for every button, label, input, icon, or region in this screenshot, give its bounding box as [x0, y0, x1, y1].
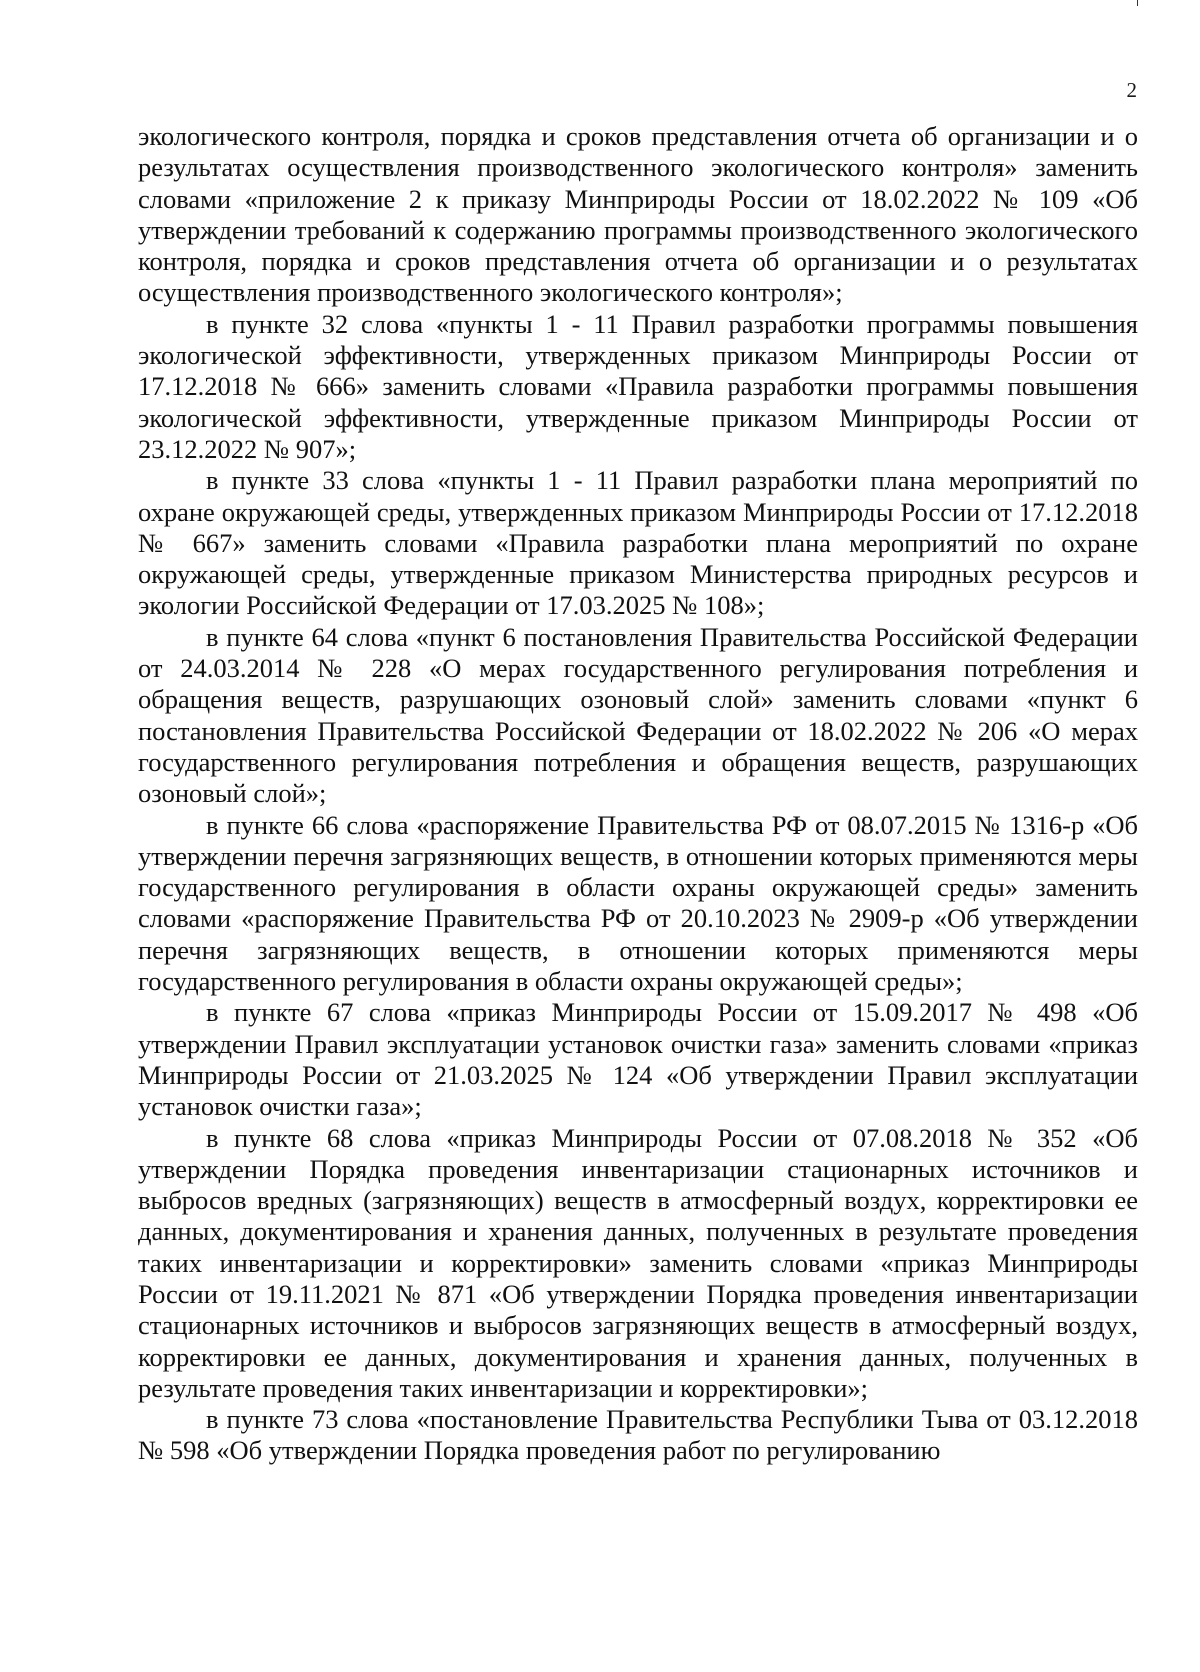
scan-edge-mark: [1137, 0, 1138, 6]
paragraph-item-67: в пункте 67 слова «приказ Минприроды России от 15.09.2017 № 498 «Об утверждении Правил эксплуатации установок очистки газа» заменить словами «приказ Минприроды России от 21.03.2025 № 124 «Об утверждении Правил эксплуатации установок очистки газа»;: [138, 997, 1138, 1122]
paragraph-item-33: в пункте 33 слова «пункты 1 - 11 Правил разработки плана мероприятий по охране окружающей среды, утвержденных приказом Минприроды России от 17.12.2018 № 667» заменить словами «Правила разработки плана мероприятий по охране окружающей среды, утвержденные приказом Министерства природных ресурсов и экологии Российской Федерации от 17.03.2025 № 108»;: [138, 465, 1138, 621]
page-number: 2: [1126, 78, 1137, 102]
paragraph-item-32: в пункте 32 слова «пункты 1 - 11 Правил разработки программы повышения экологической эффективности, утвержденных приказом Минприроды России от 17.12.2018 № 666» заменить словами «Правила разработки программы повышения экологической эффективности, утвержденные приказом Минприроды России от 23.12.2022 № 907»;: [138, 308, 1138, 464]
document-body: [138, 121, 1138, 1467]
paragraph-item-73: в пункте 73 слова «постановление Правительства Республики Тыва от 03.12.2018 № 598 «Об утверждении Порядка проведения работ по регулированию: [138, 1404, 1138, 1466]
paragraph-continuation: экологического контроля, порядка и сроков представления отчета об организации и о результатах осуществления производственного экологического контроля» заменить словами «приложение 2 к приказу Минприроды России от 18.02.2022 № 109 «Об утверждении требований к содержанию программы производственного экологического контроля, порядка и сроков представления отчета об организации и о результатах осуществления производственного экологического контроля»;: [138, 121, 1138, 308]
paragraph-item-64: в пункте 64 слова «пункт 6 постановления Правительства Российской Федерации от 24.03.2014 № 228 «О мерах государственного регулирования потребления и обращения веществ, разрушающих озоновый слой» заменить словами «пункт 6 постановления Правительства Российской Федерации от 18.02.2022 № 206 «О мерах государственного регулирования потребления и обращения веществ, разрушающих озоновый слой»;: [138, 621, 1138, 809]
paragraph-item-68: в пункте 68 слова «приказ Минприроды России от 07.08.2018 № 352 «Об утверждении Порядка проведения инвентаризации стационарных источников и выбросов вредных (загрязняющих) веществ в атмосферный воздух, корректировки ее данных, документирования и хранения данных, полученных в результате проведения таких инвентаризации и корректировки» заменить словами «приказ Минприроды России от 19.11.2021 № 871 «Об утверждении Порядка проведения инвентаризации стационарных источников и выбросов загрязняющих веществ в атмосферный воздух, корректировки ее данных, документирования и хранения данных, полученных в результате проведения таких инвентаризации и корректировки»;: [138, 1122, 1138, 1403]
paragraph-item-66: в пункте 66 слова «распоряжение Правительства РФ от 08.07.2015 № 1316-р «Об утверждении перечня загрязняющих веществ, в отношении которых применяются меры государственного регулирования в области охраны окружающей среды» заменить словами «распоряжение Правительства РФ от 20.10.2023 № 2909-р «Об утверждении перечня загрязняющих веществ, в отношении которых применяются меры государственного регулирования в области охраны окружающей среды»;: [138, 809, 1138, 997]
